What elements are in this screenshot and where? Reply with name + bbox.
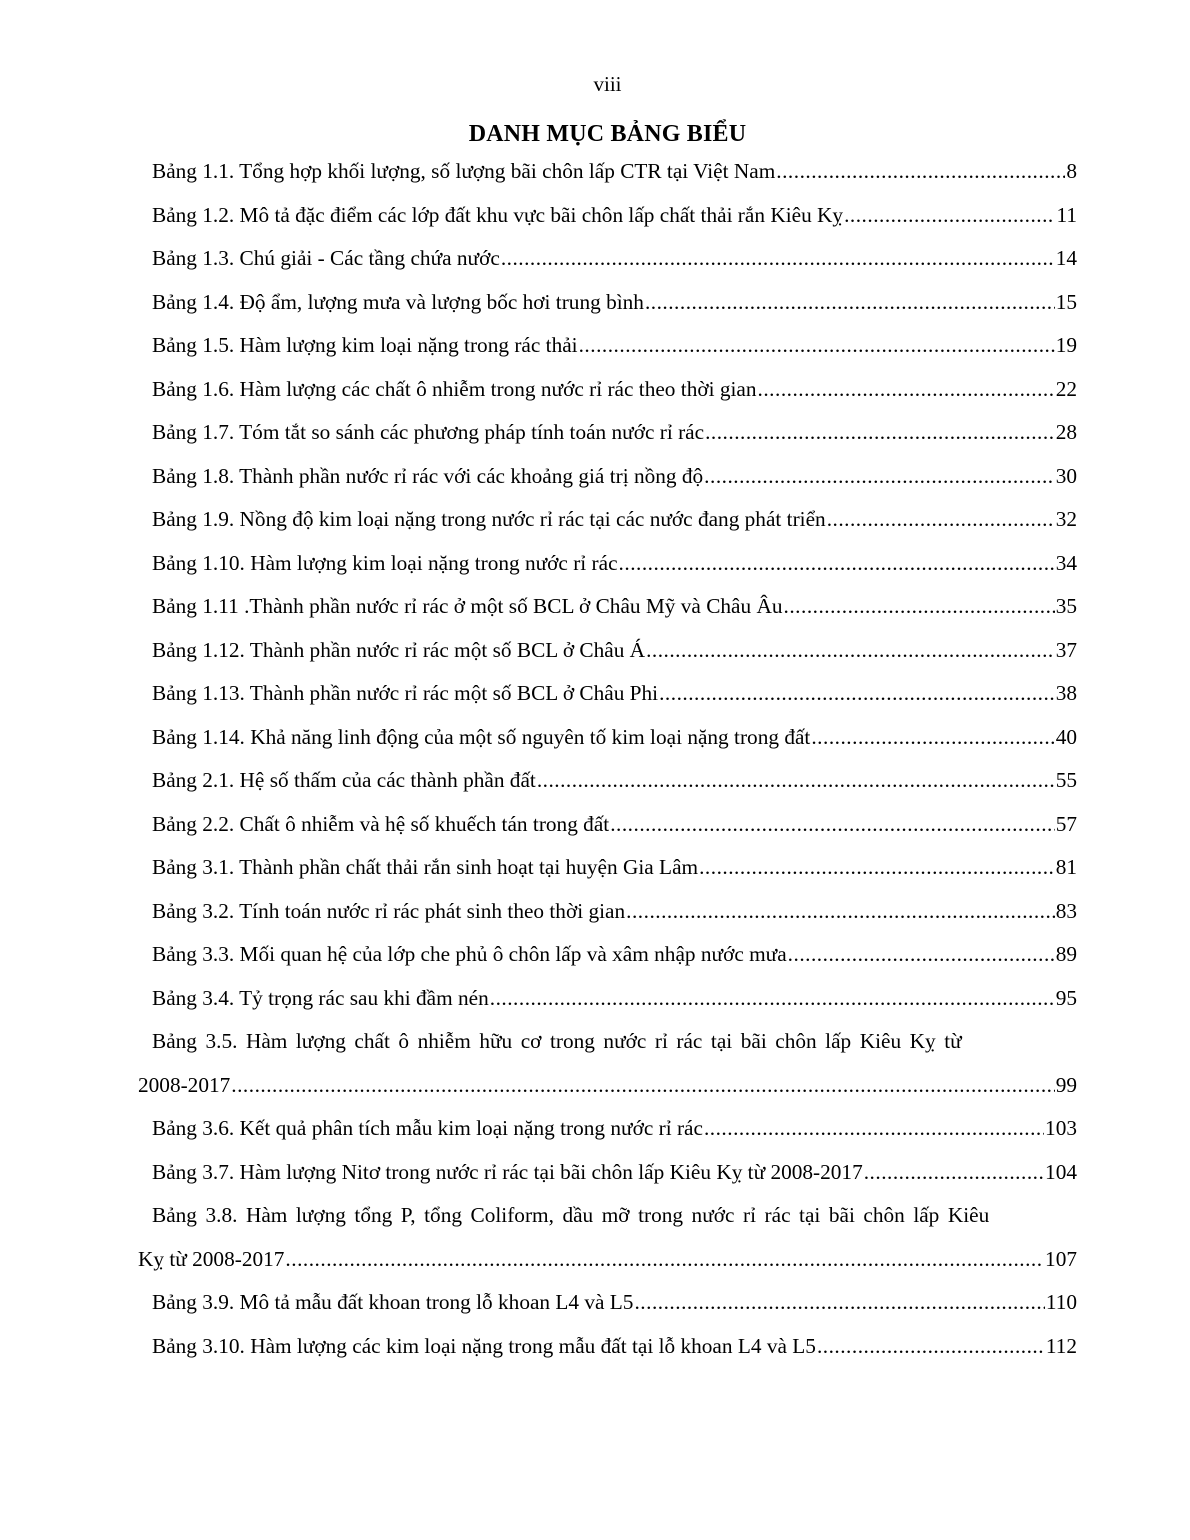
toc-entry-label: Bảng 1.7. Tóm tắt so sánh các phương pháp tính toán nước rỉ rác [152, 420, 705, 444]
dot-leader [811, 716, 1054, 760]
toc-entry[interactable] [138, 716, 1077, 760]
dot-leader [784, 585, 1055, 629]
toc-entry[interactable] [138, 194, 1077, 238]
toc-entry-page: 104 [1045, 1159, 1077, 1184]
toc-entry-page: 57 [1055, 811, 1077, 836]
toc-entry-page: 110 [1045, 1290, 1077, 1314]
toc-entry-label: Bảng 1.2. Mô tả đặc điểm các lớp đất khu vực bãi chôn lấp chất thải rắn Kiêu Kỵ [152, 202, 844, 227]
toc-entry-page: 8 [1066, 159, 1077, 183]
toc-entry[interactable] [138, 455, 1077, 499]
toc-entry[interactable] [138, 585, 1077, 629]
dot-leader [864, 1151, 1044, 1195]
toc-entry[interactable] [138, 1020, 1077, 1107]
toc-entry-page: 15 [1055, 289, 1077, 314]
toc-entry[interactable] [138, 803, 1077, 847]
toc-entry-label: Bảng 1.1. Tổng hợp khối lượng, số lượng bãi chôn lấp CTR tại Việt Nam [152, 159, 776, 183]
toc-entry-page: 107 [1045, 1246, 1077, 1271]
toc-entry-page: 40 [1055, 724, 1077, 749]
toc-entry-label: Bảng 3.4. Tỷ trọng rác sau khi đầm nén [152, 985, 489, 1010]
toc-entry-label: Bảng 1.12. Thành phần nước rỉ rác một số BCL ở Châu Á [152, 637, 646, 662]
toc-entry[interactable] [138, 846, 1077, 890]
toc-entry-page: 99 [1055, 1072, 1077, 1097]
toc-entry-page: 11 [1056, 202, 1077, 227]
dot-leader [634, 1281, 1044, 1325]
toc-entry-label: Bảng 3.6. Kết quả phân tích mẫu kim loại nặng trong nước rỉ rác [152, 1116, 703, 1140]
dot-leader [610, 803, 1055, 847]
toc-entry-label: Bảng 1.9. Nồng độ kim loại nặng trong nước rỉ rác tại các nước đang phát triển [152, 507, 826, 531]
toc-entry-page: 81 [1055, 855, 1077, 879]
page-number: viii [593, 72, 622, 96]
toc-entry-label: Bảng 3.10. Hàm lượng các kim loại nặng trong mẫu đất tại lỗ khoan L4 và L5 [152, 1333, 816, 1358]
toc-entry-label: Bảng 3.3. Mối quan hệ của lớp che phủ ô chôn lấp và xâm nhập nước mưa [152, 942, 787, 966]
toc-entry[interactable] [138, 324, 1077, 368]
dot-leader [788, 933, 1055, 977]
dot-leader [501, 237, 1055, 281]
dot-leader [231, 1064, 1054, 1108]
dot-leader [646, 629, 1055, 673]
dot-leader [704, 455, 1055, 499]
toc-entry[interactable] [138, 629, 1077, 673]
toc-entry-page: 55 [1055, 768, 1077, 792]
dot-leader [537, 759, 1055, 803]
toc-entry-label: Bảng 3.5. Hàm lượng chất ô nhiễm hữu cơ trong nước rỉ rác tại bãi chôn lấp Kiêu Kỵ từ [152, 1029, 962, 1053]
table-of-tables [138, 150, 1077, 1368]
toc-entry[interactable] [138, 1194, 1077, 1281]
toc-entry-label-continuation: 2008-2017 [138, 1072, 231, 1097]
dot-leader [645, 281, 1055, 325]
toc-entry[interactable] [138, 150, 1077, 194]
toc-entry-page: 28 [1055, 420, 1077, 444]
toc-entry[interactable] [138, 542, 1077, 586]
dot-leader [776, 150, 1065, 194]
toc-entry-label: Bảng 1.8. Thành phần nước rỉ rác với các khoảng giá trị nồng độ [152, 463, 704, 488]
toc-entry[interactable] [138, 977, 1077, 1021]
toc-entry-label: Bảng 1.4. Độ ẩm, lượng mưa và lượng bốc hơi trung bình [152, 289, 644, 314]
dot-leader [705, 411, 1055, 455]
toc-entry[interactable] [138, 890, 1077, 934]
toc-entry-label: Bảng 3.8. Hàm lượng tổng P, tổng Coliform, dầu mỡ trong nước rỉ rác tại bãi chôn lấp Kiêu [152, 1203, 990, 1227]
toc-entry-label: Bảng 1.5. Hàm lượng kim loại nặng trong rác thải [152, 333, 578, 357]
toc-entry-label: Bảng 1.11 .Thành phần nước rỉ rác ở một số BCL ở Châu Mỹ và Châu Âu [152, 594, 783, 618]
dot-leader [490, 977, 1055, 1021]
toc-entry-page: 95 [1055, 985, 1077, 1010]
toc-entry-page: 83 [1055, 898, 1077, 923]
toc-entry-page: 22 [1055, 376, 1077, 401]
toc-entry-page: 19 [1055, 333, 1077, 357]
dot-leader [844, 194, 1055, 238]
dot-leader [699, 846, 1055, 890]
toc-entry-label: Bảng 3.1. Thành phần chất thải rắn sinh hoạt tại huyện Gia Lâm [152, 855, 699, 879]
toc-entry-label: Bảng 1.10. Hàm lượng kim loại nặng trong nước rỉ rác [152, 550, 618, 575]
toc-entry[interactable] [138, 672, 1077, 716]
toc-entry-page: 14 [1055, 246, 1077, 270]
dot-leader [827, 498, 1055, 542]
dot-leader [626, 890, 1055, 934]
toc-entry-label: Bảng 1.3. Chú giải - Các tầng chứa nước [152, 246, 500, 270]
toc-entry-label: Bảng 1.6. Hàm lượng các chất ô nhiễm trong nước rỉ rác theo thời gian [152, 376, 757, 401]
toc-entry-page: 37 [1055, 637, 1077, 662]
toc-entry-page: 35 [1055, 594, 1077, 618]
dot-leader [579, 324, 1055, 368]
toc-entry[interactable] [138, 237, 1077, 281]
dot-leader [704, 1107, 1044, 1151]
toc-entry-label: Bảng 2.2. Chất ô nhiễm và hệ số khuếch tán trong đất [152, 811, 610, 836]
toc-entry-label: Bảng 2.1. Hệ số thấm của các thành phần đất [152, 768, 536, 792]
toc-entry-page: 103 [1045, 1116, 1077, 1140]
toc-entry[interactable] [138, 368, 1077, 412]
toc-entry-page: 89 [1055, 942, 1077, 966]
toc-entry[interactable] [138, 933, 1077, 977]
dot-leader [659, 672, 1055, 716]
toc-entry-label-continuation: Kỵ từ 2008-2017 [138, 1246, 285, 1271]
toc-entry-page: 30 [1055, 463, 1077, 488]
toc-entry[interactable] [138, 1281, 1077, 1325]
toc-entry-page: 38 [1055, 681, 1077, 705]
toc-entry-page: 34 [1055, 550, 1077, 575]
toc-entry[interactable] [138, 759, 1077, 803]
toc-entry-label: Bảng 3.2. Tính toán nước rỉ rác phát sinh theo thời gian [152, 898, 626, 923]
dot-leader [285, 1238, 1044, 1282]
dot-leader [817, 1325, 1045, 1369]
dot-leader [758, 368, 1055, 412]
toc-entry[interactable] [138, 1325, 1077, 1369]
toc-entry[interactable] [138, 1151, 1077, 1195]
toc-entry-label: Bảng 3.7. Hàm lượng Nitơ trong nước rỉ rác tại bãi chôn lấp Kiêu Kỵ từ 2008-2017 [152, 1159, 863, 1184]
toc-entry[interactable] [138, 411, 1077, 455]
toc-entry-page: 32 [1055, 507, 1077, 531]
toc-entry[interactable] [138, 498, 1077, 542]
page-title: DANH MỤC BẢNG BIỂU [468, 121, 747, 147]
toc-entry[interactable] [138, 1107, 1077, 1151]
toc-entry-page: 112 [1045, 1333, 1077, 1358]
toc-entry[interactable] [138, 281, 1077, 325]
toc-entry-label: Bảng 3.9. Mô tả mẫu đất khoan trong lỗ khoan L4 và L5 [152, 1290, 634, 1314]
toc-entry-label: Bảng 1.13. Thành phần nước rỉ rác một số BCL ở Châu Phi [152, 681, 659, 705]
toc-entry-label: Bảng 1.14. Khả năng linh động của một số nguyên tố kim loại nặng trong đất [152, 724, 811, 749]
dot-leader [619, 542, 1055, 586]
